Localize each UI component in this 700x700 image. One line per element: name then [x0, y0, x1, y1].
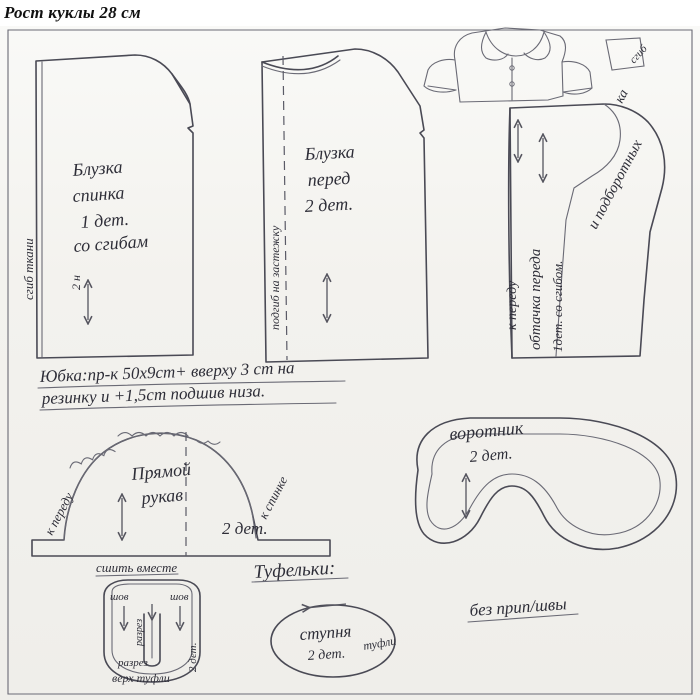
svg-text:1дет. со сгибом.: 1дет. со сгибом. [550, 260, 565, 352]
svg-text:подгиб на застежку: подгиб на застежку [268, 225, 282, 330]
svg-text:1 дет.: 1 дет. [79, 208, 130, 232]
svg-text:2 дет.: 2 дет. [468, 445, 514, 466]
note-shoes [96, 558, 578, 622]
svg-text:Прямой: Прямой [130, 458, 192, 484]
svg-text:верх туфли: верх туфли [112, 671, 170, 685]
svg-text:Юбка:пр-к 50х9ст+ вверху 3 ст: Юбка:пр-к 50х9ст+ вверху 3 ст на [39, 358, 295, 386]
svg-text:ка: ка [612, 87, 632, 106]
svg-text:к переду: к переду [505, 280, 520, 330]
sketch-blouse [424, 28, 592, 102]
svg-text:шов: шов [110, 591, 129, 603]
svg-text:со сгибам: со сгибам [72, 230, 149, 256]
page-title: Рост куклы 28 см [4, 3, 141, 22]
svg-text:обтачка переда: обтачка переда [528, 248, 544, 350]
svg-text:спинка: спинка [71, 182, 126, 206]
svg-text:без прип/швы: без прип/швы [468, 594, 568, 620]
svg-text:Блузка: Блузка [304, 141, 356, 164]
piece-collar [416, 418, 677, 550]
svg-text:Туфельки:: Туфельки: [253, 557, 336, 583]
piece-shoe-sole [271, 604, 397, 677]
piece-bodice-back [21, 55, 193, 358]
svg-text:2 дет.: 2 дет. [304, 193, 354, 216]
piece-shoe-upper [104, 580, 200, 685]
svg-text:перед: перед [307, 167, 351, 190]
svg-text:2 дет.: 2 дет. [187, 642, 199, 672]
piece-sleeve [32, 432, 330, 556]
svg-text:2 дет.: 2 дет. [307, 646, 346, 664]
piece-front-facing [505, 38, 665, 358]
svg-text:и подборотных: и подборотных [585, 137, 646, 232]
piece-bodice-front [262, 49, 428, 362]
svg-text:к спинке: к спинке [255, 473, 291, 522]
svg-text:воротник: воротник [448, 417, 525, 444]
svg-text:сгиб: сгиб [627, 42, 650, 67]
svg-text:резинку и +1,5ст подшив низа.: резинку и +1,5ст подшив низа. [41, 381, 266, 408]
svg-text:разрез: разрез [134, 618, 145, 646]
svg-text:разрез: разрез [118, 657, 148, 669]
svg-text:сшить вместе: сшить вместе [96, 560, 178, 575]
svg-text:ступня: ступня [298, 621, 352, 644]
svg-text:шов: шов [170, 591, 189, 603]
note-skirt [38, 358, 345, 410]
svg-text:сгиб ткани: сгиб ткани [21, 238, 36, 300]
svg-text:туфли: туфли [362, 633, 398, 653]
svg-text:2 дет.: 2 дет. [222, 519, 268, 538]
svg-text:к переду: к переду [41, 489, 77, 538]
svg-text:рукав: рукав [140, 484, 184, 508]
svg-text:Блузка: Блузка [71, 156, 124, 180]
title-bar [0, 0, 700, 26]
svg-text:2 н: 2 н [69, 275, 83, 290]
